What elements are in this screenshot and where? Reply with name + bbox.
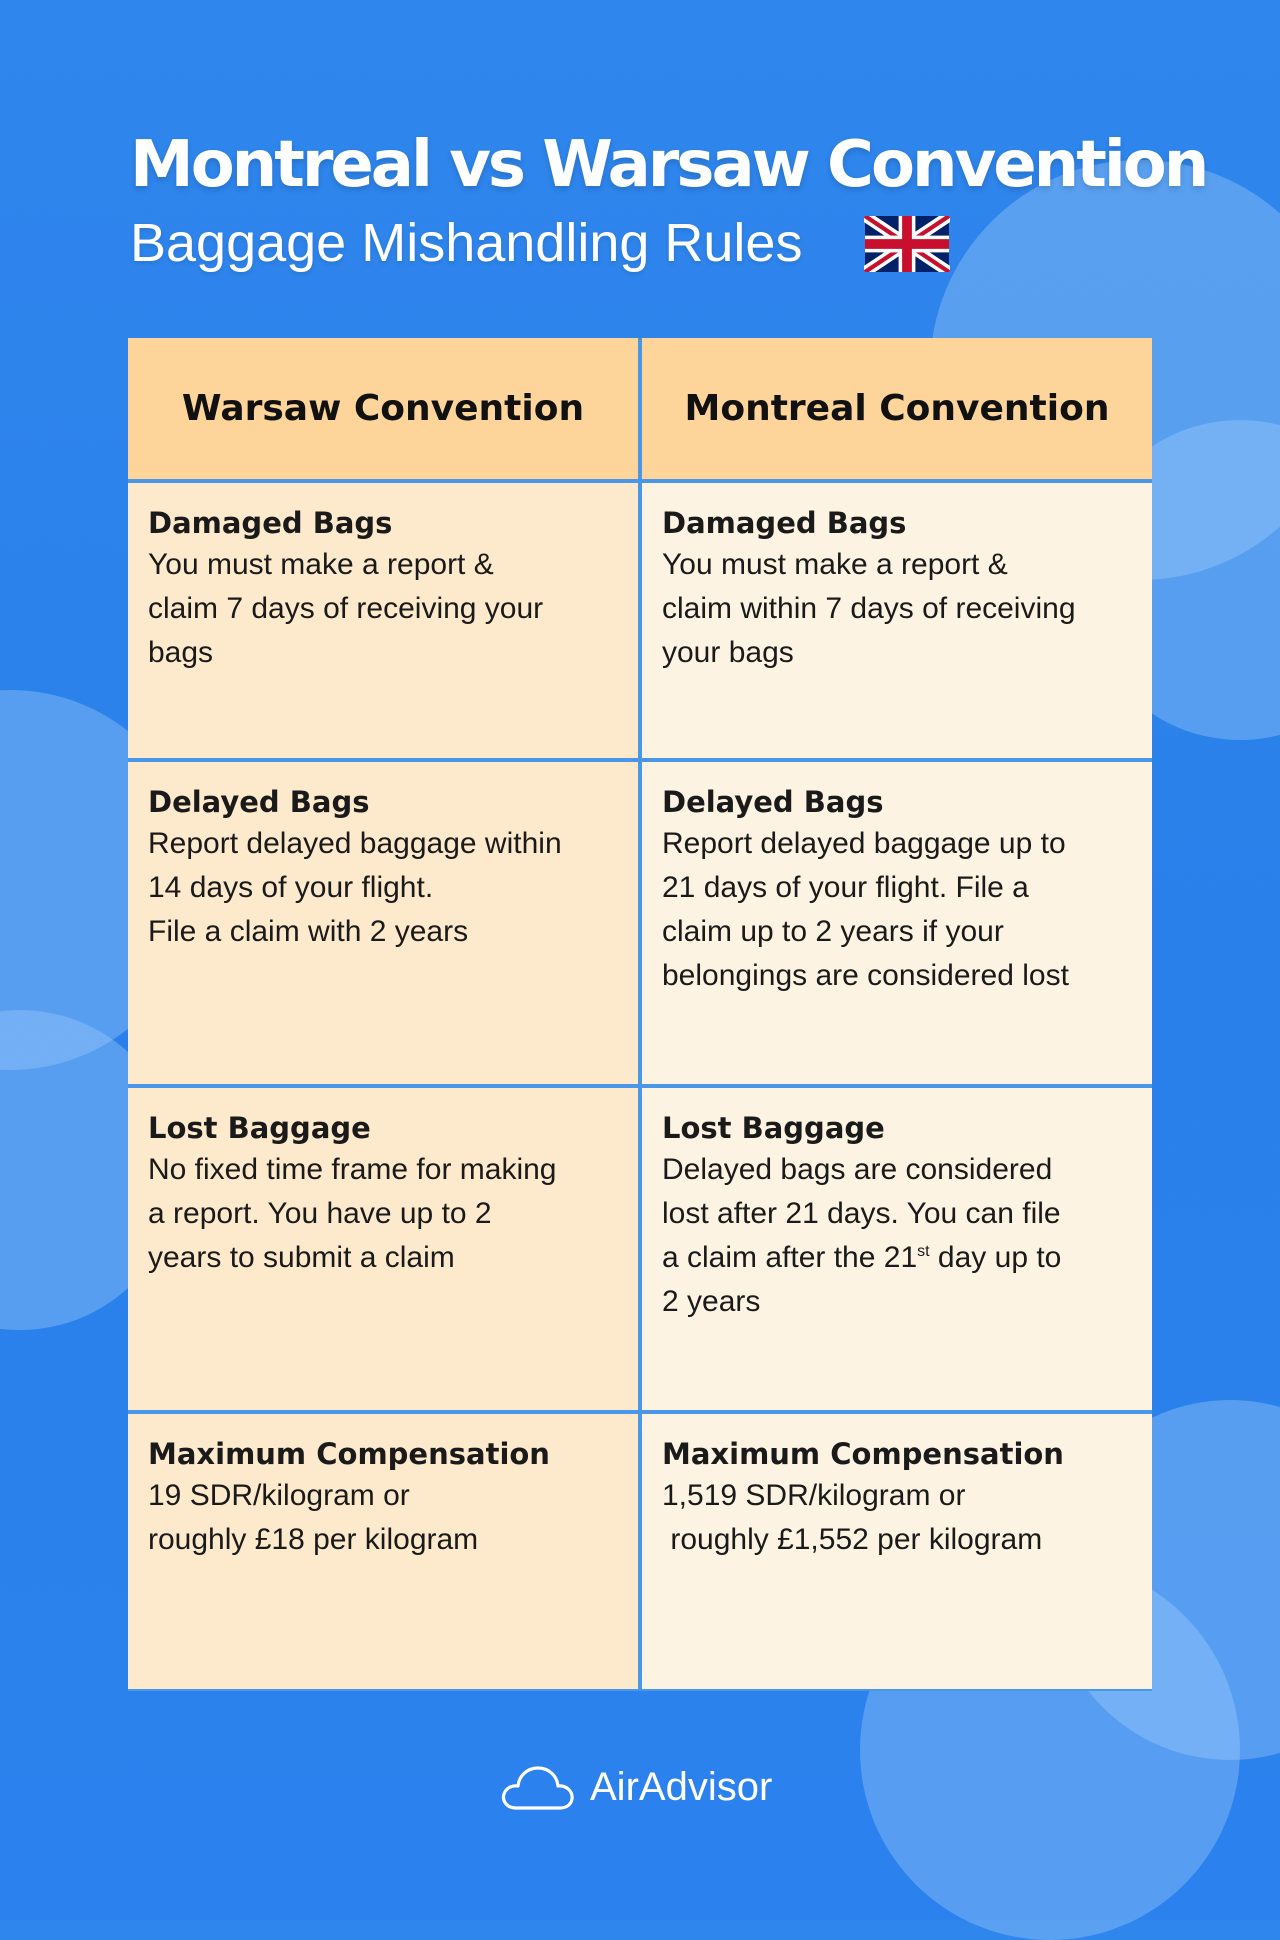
- cell-text: No fixed time frame for making: [148, 1153, 557, 1186]
- cell-montreal-lost-baggage: [642, 1088, 1152, 1410]
- cell-text: You must make a report &: [148, 548, 494, 581]
- cell-title: Maximum Compensation: [662, 1437, 1064, 1471]
- cell-text: a report. You have up to 2: [148, 1197, 492, 1230]
- brand-name: AirAdvisor: [590, 1764, 773, 1809]
- cell-text: 14 days of your flight.: [148, 871, 434, 904]
- cell-text: 19 SDR/kilogram or: [148, 1479, 410, 1512]
- column-header-warsaw: Warsaw Convention: [128, 338, 638, 479]
- cell-text: claim 7 days of receiving your: [148, 592, 544, 625]
- cell-title: Damaged Bags: [662, 506, 907, 540]
- cell-montreal-delayed-bags: [642, 762, 1152, 1084]
- cell-montreal-damaged-bags: [642, 483, 1152, 758]
- ordinal-suffix: st: [917, 1243, 930, 1260]
- cloud-icon: [500, 1762, 576, 1812]
- cell-text: belongings are considered lost: [662, 959, 1069, 992]
- column-header-montreal: Montreal Convention: [642, 338, 1152, 479]
- cell-text: claim within 7 days of receiving: [662, 592, 1076, 625]
- cell-text: 2 years: [662, 1285, 761, 1318]
- cell-montreal-max-compensation: [642, 1414, 1152, 1689]
- cell-title: Lost Baggage: [662, 1111, 885, 1145]
- cell-text: You must make a report &: [662, 548, 1008, 581]
- cell-text-with-superscript: [662, 1236, 1132, 1280]
- cell-text: lost after 21 days. You can file: [662, 1197, 1061, 1230]
- cell-warsaw-delayed-bags: [128, 762, 638, 1084]
- page-title: Montreal vs Warsaw Convention: [130, 128, 1207, 202]
- cell-warsaw-lost-baggage: [128, 1088, 638, 1410]
- page-subtitle: Baggage Mishandling Rules: [130, 213, 803, 273]
- cell-text: File a claim with 2 years: [148, 915, 469, 948]
- cell-text: Delayed bags are considered: [662, 1153, 1053, 1186]
- cell-title: Delayed Bags: [662, 785, 884, 819]
- cell-text-part: a claim after the 21: [662, 1241, 918, 1274]
- cell-warsaw-damaged-bags: [128, 483, 638, 758]
- cell-text: 1,519 SDR/kilogram or: [662, 1479, 966, 1512]
- comparison-table: [128, 338, 1152, 1691]
- cell-text-part: day up to: [929, 1241, 1062, 1274]
- cell-warsaw-max-compensation: [128, 1414, 638, 1689]
- cell-text: bags: [148, 636, 214, 669]
- cell-title: Damaged Bags: [148, 506, 393, 540]
- cell-text: roughly £1,552 per kilogram: [662, 1523, 1043, 1556]
- cell-title: Delayed Bags: [148, 785, 370, 819]
- cell-text: years to submit a claim: [148, 1241, 455, 1274]
- cell-title: Lost Baggage: [148, 1111, 371, 1145]
- cell-text: Report delayed baggage up to: [662, 827, 1066, 860]
- cell-title: Maximum Compensation: [148, 1437, 550, 1471]
- cell-text: claim up to 2 years if your: [662, 915, 1004, 948]
- brand-logo: [500, 1762, 772, 1812]
- cell-text: 21 days of your flight. File a: [662, 871, 1029, 904]
- cell-text: your bags: [662, 636, 794, 669]
- cell-text: Report delayed baggage within: [148, 827, 562, 860]
- cell-text: roughly £18 per kilogram: [148, 1523, 479, 1556]
- uk-flag-icon: [864, 216, 950, 272]
